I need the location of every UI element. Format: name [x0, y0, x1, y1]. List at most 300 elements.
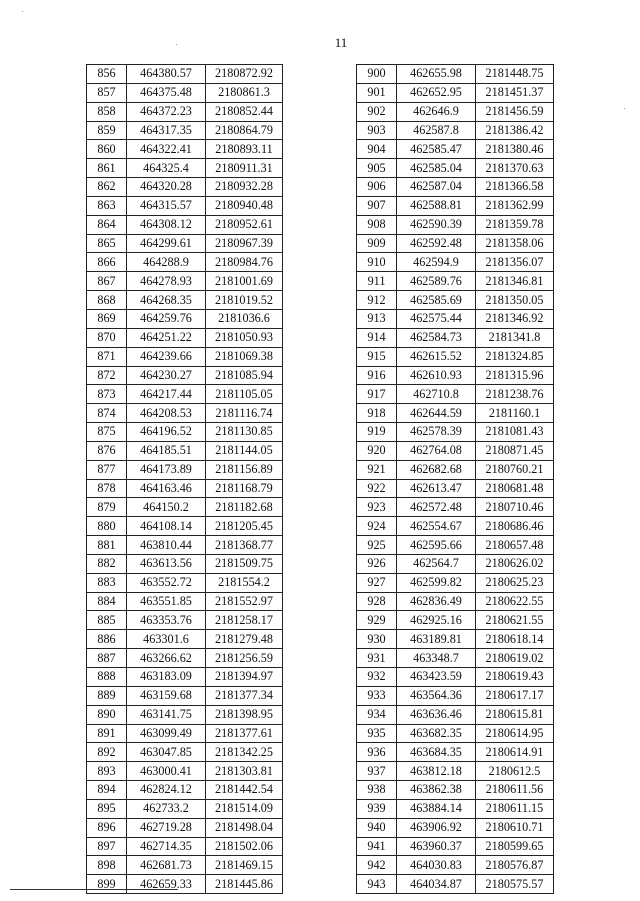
table-row [87, 592, 283, 611]
y-coordinate-cell: 2181554.2 [206, 573, 283, 592]
point-number-cell: 884 [87, 592, 127, 611]
x-coordinate-cell: 464208.53 [127, 404, 206, 423]
x-coordinate-cell: 462613.47 [397, 479, 476, 498]
point-number-cell: 924 [357, 517, 397, 536]
point-number-cell: 939 [357, 799, 397, 818]
coordinates-table-right [356, 64, 554, 894]
point-number-cell: 934 [357, 705, 397, 724]
table-row [87, 65, 283, 84]
table-row [87, 668, 283, 687]
y-coordinate-cell: 2181205.45 [206, 517, 283, 536]
y-coordinate-cell: 2181552.97 [206, 592, 283, 611]
y-coordinate-cell: 2181350.05 [476, 291, 554, 310]
x-coordinate-cell: 464173.89 [127, 460, 206, 479]
point-number-cell: 863 [87, 196, 127, 215]
table-row [87, 385, 283, 404]
y-coordinate-cell: 2181156.89 [206, 460, 283, 479]
scan-speck [176, 44, 177, 45]
x-coordinate-cell: 462610.93 [397, 366, 476, 385]
point-number-cell: 875 [87, 423, 127, 442]
x-coordinate-cell: 463636.46 [397, 705, 476, 724]
table-row [87, 366, 283, 385]
y-coordinate-cell: 2180871.45 [476, 441, 554, 460]
table-row [357, 234, 554, 253]
y-coordinate-cell: 2181168.79 [206, 479, 283, 498]
x-coordinate-cell: 462584.73 [397, 328, 476, 347]
y-coordinate-cell: 2181105.05 [206, 385, 283, 404]
x-coordinate-cell: 462587.04 [397, 178, 476, 197]
x-coordinate-cell: 464185.51 [127, 441, 206, 460]
y-coordinate-cell: 2181341.8 [476, 328, 554, 347]
point-number-cell: 901 [357, 83, 397, 102]
point-number-cell: 894 [87, 781, 127, 800]
point-number-cell: 913 [357, 309, 397, 328]
y-coordinate-cell: 2181258.17 [206, 611, 283, 630]
point-number-cell: 907 [357, 196, 397, 215]
x-coordinate-cell: 464150.2 [127, 498, 206, 517]
point-number-cell: 880 [87, 517, 127, 536]
x-coordinate-cell: 464372.23 [127, 102, 206, 121]
table-row [357, 404, 554, 423]
table-row [87, 215, 283, 234]
point-number-cell: 914 [357, 328, 397, 347]
table-row [87, 630, 283, 649]
y-coordinate-cell: 2181386.42 [476, 121, 554, 140]
table-row [357, 366, 554, 385]
y-coordinate-cell: 2181368.77 [206, 536, 283, 555]
y-coordinate-cell: 2180621.55 [476, 611, 554, 630]
point-number-cell: 911 [357, 272, 397, 291]
table-row [357, 781, 554, 800]
table-row [357, 196, 554, 215]
point-number-cell: 861 [87, 159, 127, 178]
y-coordinate-cell: 2181019.52 [206, 291, 283, 310]
point-number-cell: 898 [87, 856, 127, 875]
x-coordinate-cell: 463862.38 [397, 781, 476, 800]
x-coordinate-cell: 464268.35 [127, 291, 206, 310]
x-coordinate-cell: 462710.8 [397, 385, 476, 404]
point-number-cell: 891 [87, 724, 127, 743]
y-coordinate-cell: 2180760.21 [476, 460, 554, 479]
point-number-cell: 888 [87, 668, 127, 687]
x-coordinate-cell: 463682.35 [397, 724, 476, 743]
point-number-cell: 865 [87, 234, 127, 253]
point-number-cell: 860 [87, 140, 127, 159]
y-coordinate-cell: 2180614.95 [476, 724, 554, 743]
x-coordinate-cell: 464375.48 [127, 83, 206, 102]
x-coordinate-cell: 464034.87 [397, 875, 476, 894]
table-row [87, 404, 283, 423]
table-row [357, 743, 554, 762]
y-coordinate-cell: 2180618.14 [476, 630, 554, 649]
table-row [357, 272, 554, 291]
point-number-cell: 908 [357, 215, 397, 234]
y-coordinate-cell: 2181394.97 [206, 668, 283, 687]
x-coordinate-cell: 464030.83 [397, 856, 476, 875]
y-coordinate-cell: 2180984.76 [206, 253, 283, 272]
point-number-cell: 868 [87, 291, 127, 310]
coordinates-table-left [86, 64, 283, 894]
x-coordinate-cell: 463810.44 [127, 536, 206, 555]
point-number-cell: 909 [357, 234, 397, 253]
x-coordinate-cell: 462564.7 [397, 554, 476, 573]
point-number-cell: 871 [87, 347, 127, 366]
y-coordinate-cell: 2181050.93 [206, 328, 283, 347]
table-row [87, 423, 283, 442]
table-row [87, 196, 283, 215]
x-coordinate-cell: 464217.44 [127, 385, 206, 404]
y-coordinate-cell: 2181081.43 [476, 423, 554, 442]
point-number-cell: 883 [87, 573, 127, 592]
table-row [87, 441, 283, 460]
y-coordinate-cell: 2181001.69 [206, 272, 283, 291]
x-coordinate-cell: 463141.75 [127, 705, 206, 724]
table-row [87, 83, 283, 102]
point-number-cell: 942 [357, 856, 397, 875]
table-row [87, 234, 283, 253]
x-coordinate-cell: 462585.47 [397, 140, 476, 159]
x-coordinate-cell: 463099.49 [127, 724, 206, 743]
table-row [357, 686, 554, 705]
table-row [87, 159, 283, 178]
y-coordinate-cell: 2180626.02 [476, 554, 554, 573]
y-coordinate-cell: 2180612.5 [476, 762, 554, 781]
table-row [87, 705, 283, 724]
table-row [357, 441, 554, 460]
x-coordinate-cell: 464278.93 [127, 272, 206, 291]
y-coordinate-cell: 2181256.59 [206, 649, 283, 668]
table-row [357, 121, 554, 140]
table-row [357, 630, 554, 649]
x-coordinate-cell: 464308.12 [127, 215, 206, 234]
point-number-cell: 926 [357, 554, 397, 573]
y-coordinate-cell: 2181451.37 [476, 83, 554, 102]
y-coordinate-cell: 2180967.39 [206, 234, 283, 253]
table-row [87, 272, 283, 291]
y-coordinate-cell: 2180611.56 [476, 781, 554, 800]
x-coordinate-cell: 464315.57 [127, 196, 206, 215]
table-row [87, 724, 283, 743]
point-number-cell: 887 [87, 649, 127, 668]
point-number-cell: 935 [357, 724, 397, 743]
point-number-cell: 938 [357, 781, 397, 800]
y-coordinate-cell: 2180932.28 [206, 178, 283, 197]
page-number: 11 [334, 35, 348, 50]
x-coordinate-cell: 463684.35 [397, 743, 476, 762]
table-row [357, 536, 554, 555]
y-coordinate-cell: 2180614.91 [476, 743, 554, 762]
point-number-cell: 859 [87, 121, 127, 140]
x-coordinate-cell: 462733.2 [127, 799, 206, 818]
y-coordinate-cell: 2181342.25 [206, 743, 283, 762]
point-number-cell: 929 [357, 611, 397, 630]
point-number-cell: 927 [357, 573, 397, 592]
y-coordinate-cell: 2181315.96 [476, 366, 554, 385]
x-coordinate-cell: 462681.73 [127, 856, 206, 875]
table-row [357, 159, 554, 178]
x-coordinate-cell: 464288.9 [127, 253, 206, 272]
y-coordinate-cell: 2180657.48 [476, 536, 554, 555]
table-row [87, 328, 283, 347]
table-row [357, 328, 554, 347]
table-row [87, 178, 283, 197]
y-coordinate-cell: 2181502.06 [206, 837, 283, 856]
point-number-cell: 897 [87, 837, 127, 856]
x-coordinate-cell: 463189.81 [397, 630, 476, 649]
x-coordinate-cell: 462554.67 [397, 517, 476, 536]
y-coordinate-cell: 2181346.92 [476, 309, 554, 328]
table-row [87, 649, 283, 668]
point-number-cell: 885 [87, 611, 127, 630]
point-number-cell: 856 [87, 65, 127, 84]
y-coordinate-cell: 2180686.46 [476, 517, 554, 536]
table-row [357, 592, 554, 611]
y-coordinate-cell: 2181366.58 [476, 178, 554, 197]
y-coordinate-cell: 2181442.54 [206, 781, 283, 800]
point-number-cell: 892 [87, 743, 127, 762]
point-number-cell: 906 [357, 178, 397, 197]
y-coordinate-cell: 2180852.44 [206, 102, 283, 121]
table-row [87, 573, 283, 592]
x-coordinate-cell: 462646.9 [397, 102, 476, 121]
x-coordinate-cell: 463613.56 [127, 554, 206, 573]
x-coordinate-cell: 463301.6 [127, 630, 206, 649]
x-coordinate-cell: 462578.39 [397, 423, 476, 442]
table-row [357, 837, 554, 856]
point-number-cell: 916 [357, 366, 397, 385]
y-coordinate-cell: 2181359.78 [476, 215, 554, 234]
x-coordinate-cell: 463906.92 [397, 818, 476, 837]
point-number-cell: 941 [357, 837, 397, 856]
x-coordinate-cell: 463564.36 [397, 686, 476, 705]
point-number-cell: 905 [357, 159, 397, 178]
y-coordinate-cell: 2181144.05 [206, 441, 283, 460]
x-coordinate-cell: 463423.59 [397, 668, 476, 687]
y-coordinate-cell: 2181085.94 [206, 366, 283, 385]
point-number-cell: 910 [357, 253, 397, 272]
x-coordinate-cell: 462764.08 [397, 441, 476, 460]
y-coordinate-cell: 2180872.92 [206, 65, 283, 84]
x-coordinate-cell: 463960.37 [397, 837, 476, 856]
point-number-cell: 890 [87, 705, 127, 724]
point-number-cell: 895 [87, 799, 127, 818]
table-row [357, 385, 554, 404]
scan-speck [22, 11, 23, 12]
table-row [87, 611, 283, 630]
point-number-cell: 893 [87, 762, 127, 781]
x-coordinate-cell: 462592.48 [397, 234, 476, 253]
table-row [87, 309, 283, 328]
x-coordinate-cell: 464108.14 [127, 517, 206, 536]
y-coordinate-cell: 2180619.43 [476, 668, 554, 687]
point-number-cell: 912 [357, 291, 397, 310]
y-coordinate-cell: 2181398.95 [206, 705, 283, 724]
point-number-cell: 886 [87, 630, 127, 649]
table-row [357, 705, 554, 724]
y-coordinate-cell: 2181160.1 [476, 404, 554, 423]
y-coordinate-cell: 2181238.76 [476, 385, 554, 404]
table-row [357, 253, 554, 272]
x-coordinate-cell: 464239.66 [127, 347, 206, 366]
y-coordinate-cell: 2180576.87 [476, 856, 554, 875]
y-coordinate-cell: 2181069.38 [206, 347, 283, 366]
y-coordinate-cell: 2180617.17 [476, 686, 554, 705]
point-number-cell: 930 [357, 630, 397, 649]
table-row [87, 554, 283, 573]
table-row [357, 762, 554, 781]
x-coordinate-cell: 462655.98 [397, 65, 476, 84]
x-coordinate-cell: 463884.14 [397, 799, 476, 818]
x-coordinate-cell: 462659.33 [127, 875, 206, 894]
x-coordinate-cell: 464163.46 [127, 479, 206, 498]
x-coordinate-cell: 464322.41 [127, 140, 206, 159]
point-number-cell: 876 [87, 441, 127, 460]
table-row [357, 291, 554, 310]
y-coordinate-cell: 2180893.11 [206, 140, 283, 159]
table-row [357, 347, 554, 366]
table-row [87, 856, 283, 875]
point-number-cell: 925 [357, 536, 397, 555]
y-coordinate-cell: 2180610.71 [476, 818, 554, 837]
y-coordinate-cell: 2181509.75 [206, 554, 283, 573]
table-row [357, 178, 554, 197]
point-number-cell: 877 [87, 460, 127, 479]
table-row [87, 291, 283, 310]
x-coordinate-cell: 464259.76 [127, 309, 206, 328]
table-row [357, 309, 554, 328]
point-number-cell: 923 [357, 498, 397, 517]
table-row [357, 875, 554, 894]
y-coordinate-cell: 2180615.81 [476, 705, 554, 724]
y-coordinate-cell: 2180575.57 [476, 875, 554, 894]
x-coordinate-cell: 462590.39 [397, 215, 476, 234]
point-number-cell: 862 [87, 178, 127, 197]
point-number-cell: 943 [357, 875, 397, 894]
x-coordinate-cell: 462575.44 [397, 309, 476, 328]
x-coordinate-cell: 462714.35 [127, 837, 206, 856]
x-coordinate-cell: 463551.85 [127, 592, 206, 611]
table-row [357, 479, 554, 498]
table-row [87, 743, 283, 762]
x-coordinate-cell: 462585.04 [397, 159, 476, 178]
point-number-cell: 866 [87, 253, 127, 272]
point-number-cell: 878 [87, 479, 127, 498]
x-coordinate-cell: 463348.7 [397, 649, 476, 668]
point-number-cell: 899 [87, 875, 127, 894]
y-coordinate-cell: 2181380.46 [476, 140, 554, 159]
y-coordinate-cell: 2180911.31 [206, 159, 283, 178]
point-number-cell: 919 [357, 423, 397, 442]
y-coordinate-cell: 2180940.48 [206, 196, 283, 215]
x-coordinate-cell: 463047.85 [127, 743, 206, 762]
x-coordinate-cell: 463159.68 [127, 686, 206, 705]
y-coordinate-cell: 2180710.46 [476, 498, 554, 517]
table-row [87, 799, 283, 818]
point-number-cell: 873 [87, 385, 127, 404]
table-row [357, 215, 554, 234]
x-coordinate-cell: 464317.35 [127, 121, 206, 140]
table-row [357, 554, 554, 573]
x-coordinate-cell: 463812.18 [397, 762, 476, 781]
table-row [357, 423, 554, 442]
point-number-cell: 940 [357, 818, 397, 837]
point-number-cell: 903 [357, 121, 397, 140]
y-coordinate-cell: 2181362.99 [476, 196, 554, 215]
table-row [87, 102, 283, 121]
table-row [357, 83, 554, 102]
point-number-cell: 928 [357, 592, 397, 611]
y-coordinate-cell: 2181370.63 [476, 159, 554, 178]
point-number-cell: 915 [357, 347, 397, 366]
table-row [357, 460, 554, 479]
x-coordinate-cell: 462644.59 [397, 404, 476, 423]
point-number-cell: 936 [357, 743, 397, 762]
table-row [87, 781, 283, 800]
table-row [87, 818, 283, 837]
x-coordinate-cell: 464325.4 [127, 159, 206, 178]
table-row [87, 479, 283, 498]
x-coordinate-cell: 463552.72 [127, 573, 206, 592]
table-row [357, 818, 554, 837]
table-row [357, 668, 554, 687]
x-coordinate-cell: 462599.82 [397, 573, 476, 592]
point-number-cell: 896 [87, 818, 127, 837]
table-row [357, 573, 554, 592]
point-number-cell: 920 [357, 441, 397, 460]
y-coordinate-cell: 2181514.09 [206, 799, 283, 818]
x-coordinate-cell: 462595.66 [397, 536, 476, 555]
table-row [357, 517, 554, 536]
y-coordinate-cell: 2181116.74 [206, 404, 283, 423]
x-coordinate-cell: 463266.62 [127, 649, 206, 668]
table-row [357, 611, 554, 630]
table-row [87, 140, 283, 159]
point-number-cell: 933 [357, 686, 397, 705]
x-coordinate-cell: 462589.76 [397, 272, 476, 291]
y-coordinate-cell: 2181448.75 [476, 65, 554, 84]
table-row [357, 724, 554, 743]
point-number-cell: 879 [87, 498, 127, 517]
y-coordinate-cell: 2181346.81 [476, 272, 554, 291]
table-row [87, 517, 283, 536]
x-coordinate-cell: 464299.61 [127, 234, 206, 253]
table-row [87, 460, 283, 479]
x-coordinate-cell: 462925.16 [397, 611, 476, 630]
y-coordinate-cell: 2180681.48 [476, 479, 554, 498]
table-row [87, 253, 283, 272]
y-coordinate-cell: 2180619.02 [476, 649, 554, 668]
x-coordinate-cell: 462615.52 [397, 347, 476, 366]
y-coordinate-cell: 2180861.3 [206, 83, 283, 102]
table-row [87, 536, 283, 555]
x-coordinate-cell: 464251.22 [127, 328, 206, 347]
x-coordinate-cell: 462594.9 [397, 253, 476, 272]
table-row [87, 686, 283, 705]
point-number-cell: 864 [87, 215, 127, 234]
point-number-cell: 872 [87, 366, 127, 385]
point-number-cell: 870 [87, 328, 127, 347]
table-row [87, 121, 283, 140]
table-row [87, 837, 283, 856]
y-coordinate-cell: 2181445.86 [206, 875, 283, 894]
point-number-cell: 882 [87, 554, 127, 573]
y-coordinate-cell: 2181356.07 [476, 253, 554, 272]
point-number-cell: 900 [357, 65, 397, 84]
table-row [357, 856, 554, 875]
point-number-cell: 937 [357, 762, 397, 781]
point-number-cell: 922 [357, 479, 397, 498]
y-coordinate-cell: 2181377.61 [206, 724, 283, 743]
